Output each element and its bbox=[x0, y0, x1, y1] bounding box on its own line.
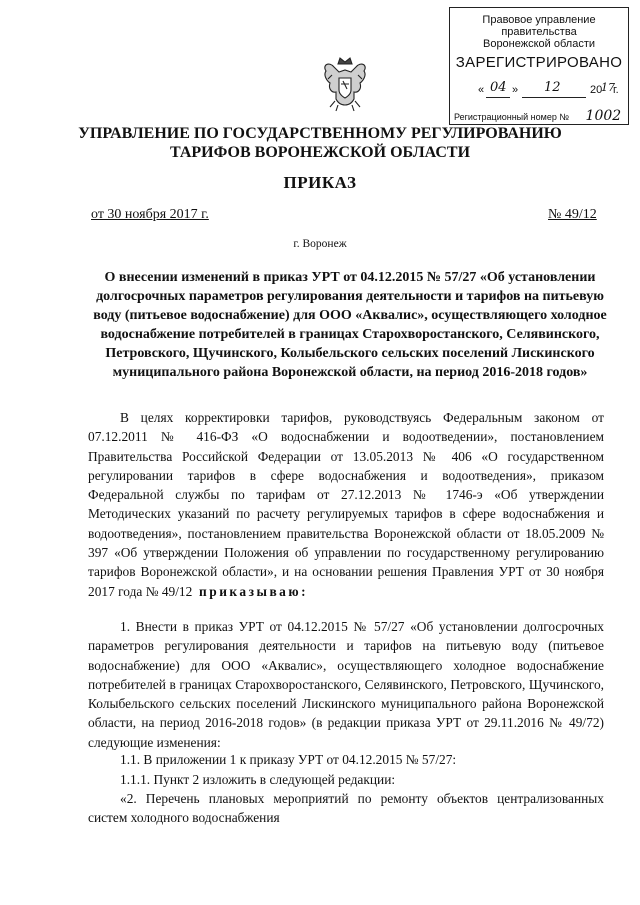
stamp-registered: ЗАРЕГИСТРИРОВАНО bbox=[455, 54, 623, 71]
item-1-paragraph bbox=[88, 617, 604, 752]
stamp-reg-label: Регистрационный номер № bbox=[454, 112, 570, 122]
item-2-text: «2. Перечень плановых мероприятий по ремонту объектов централизованных систем холодного водоснабжения bbox=[88, 791, 604, 826]
stamp-authority bbox=[450, 14, 628, 50]
document-type-title: ПРИКАЗ bbox=[283, 173, 357, 192]
item-2-paragraph bbox=[88, 789, 604, 828]
stamp-authority-line1: Правовое управление правительства bbox=[482, 14, 596, 38]
document-city: г. Воронеж bbox=[293, 238, 347, 250]
item-1-text: 1. Внести в приказ УРТ от 04.12.2015 № 57/27 «Об установлении долгосрочных параметров регулирования деятельности и тарифов на питьевую воду (питьевое водоснабжение) для ООО «Аквалис», осуществляющего холодное водоснабжение потребителей в границах Старохворостанского, Селявинского, Петровского, Щучинского, Колыбельского сельских поселений Лискинского муниципального района Воронежской области, на период 2016-2018 годов» (в редакции приказа УРТ от 29.11.2016 № 49/72) следующие изменения: bbox=[88, 619, 604, 750]
department-name-line1: УПРАВЛЕНИЕ ПО ГОСУДАРСТВЕННОМУ РЕГУЛИРОВАНИЮ bbox=[78, 125, 562, 142]
stamp-date-year: 17 bbox=[601, 81, 615, 94]
stamp-date-month: 12 bbox=[544, 80, 561, 95]
coat-of-arms-emblem bbox=[320, 55, 370, 115]
document-date: от 30 ноября 2017 г. bbox=[91, 207, 209, 222]
item-1-1-1: 1.1.1. Пункт 2 изложить в следующей редакции: bbox=[120, 772, 396, 787]
registration-stamp: Правовое управление правительства Воронежской области ЗАРЕГИСТРИРОВАНО « 04 » 12 20 17 г. Регистрационный номер № 1002 bbox=[449, 7, 629, 125]
department-name-line2: ТАРИФОВ ВОРОНЕЖСКОЙ ОБЛАСТИ bbox=[169, 144, 471, 161]
stamp-date-year-prefix: 20 bbox=[590, 84, 603, 96]
stamp-date-day: 04 bbox=[490, 80, 507, 95]
stamp-date-suffix: г. bbox=[613, 84, 619, 96]
order-word: приказываю: bbox=[199, 583, 309, 599]
item-1-1: 1.1. В приложении 1 к приказу УРТ от 04.12.2015 № 57/27: bbox=[120, 752, 457, 767]
document-number: № 49/12 bbox=[548, 207, 597, 222]
stamp-reg-number: 1002 bbox=[585, 108, 622, 124]
document-subject: О внесении изменений в приказ УРТ от 04.12.2015 № 57/27 «Об установлении долгосрочных параметров регулирования деятельности и тарифов на питьевую воду (питьевое водоснабжение) для ООО «Аквалис», осуществляющего холодное водоснабжение потребителей в границах Старохворостанского, Селявинского, Петровского, Щучинского, Колыбельского сельских поселений Лискинского муниципального района Воронежской области, на период 2016-2018 годов» bbox=[93, 270, 607, 380]
stamp-authority-line2: Воронежской области bbox=[482, 38, 595, 50]
preamble-text: В целях корректировки тарифов, руководствуясь Федеральным законом от 07.12.2011 № 416-ФЗ «О водоснабжении и водоотведении», постановлением Правительства Российской Федерации от 13.05.2013 № 406 «О государственном регулировании тарифов в сфере водоснабжения и водоотведения», приказом Федеральной службы по тарифам от 27.12.2013 № 1746-э «Об утверждении Методических указаний по расчету регулируемых тарифов в сфере водоснабжения и водоотведения», постановлением правительства Воронежской области от 18.05.2009 № 397 «Об утверждении Положения об управлении по государственному регулированию тарифов Воронежской области», и на основании решения Правления УРТ от 30 ноября 2017 года № 49/12 bbox=[88, 410, 604, 599]
stamp-reg bbox=[454, 108, 624, 124]
preamble-paragraph bbox=[88, 408, 604, 601]
